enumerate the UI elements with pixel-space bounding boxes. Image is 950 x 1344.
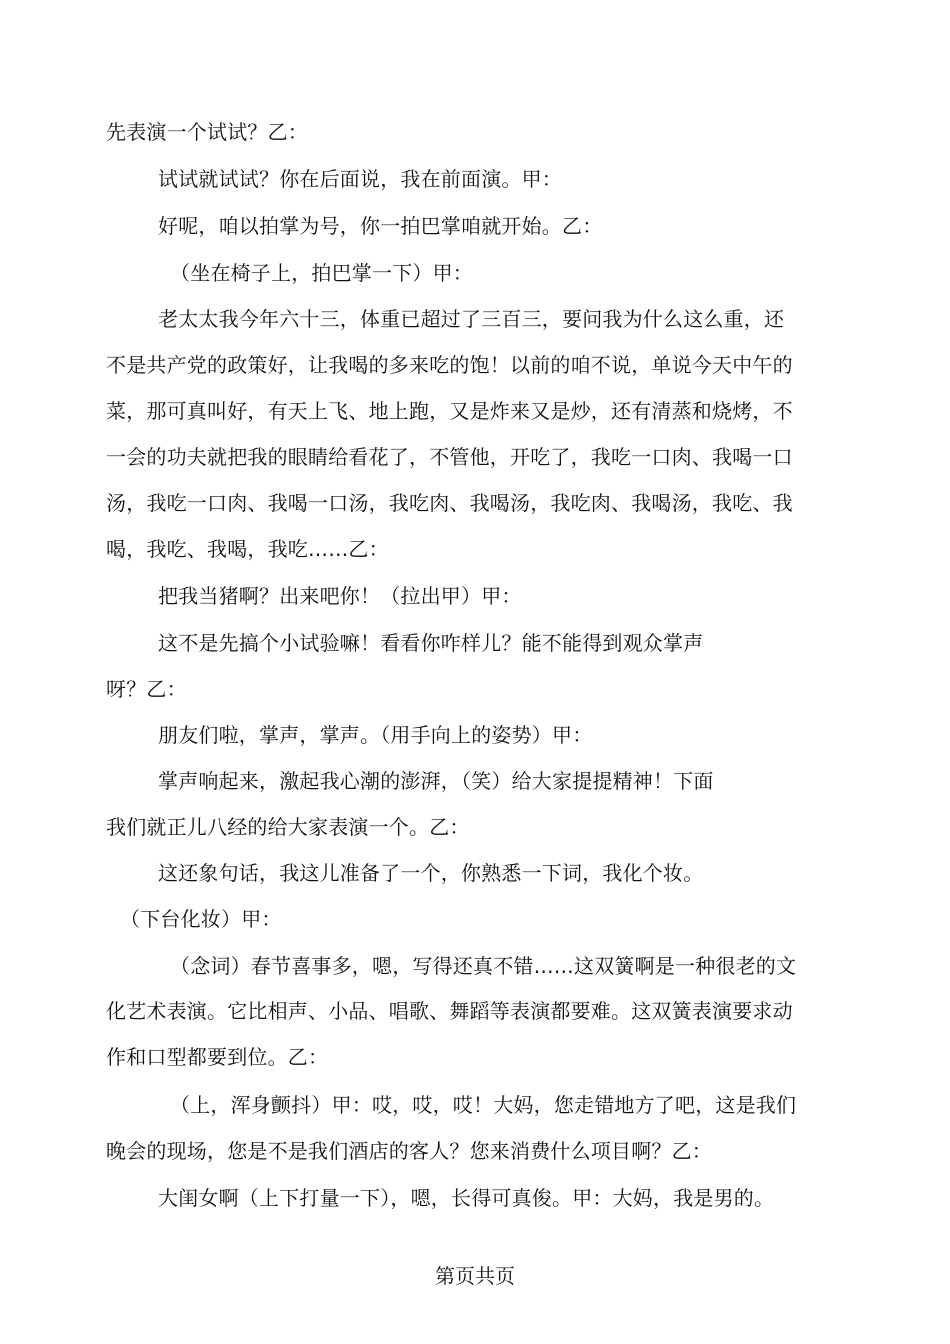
text-line: 大闺女啊（上下打量一下），嗯，长得可真俊。甲：大妈，我是男的。 <box>158 1186 775 1210</box>
text-line: 朋友们啦，掌声，掌声。（用手向上的姿势）甲： <box>158 723 593 747</box>
text-line: 喝，我吃、我喝，我吃……乙： <box>106 537 389 561</box>
text-line: 掌声响起来，激起我心潮的澎湃，（笑）给大家提提精神！下面 <box>158 769 714 793</box>
text-line: 不是共产党的政策好，让我喝的多来吃的饱！以前的咱不说，单说今天中午的 <box>106 353 793 377</box>
text-line: 化艺术表演。它比相声、小品、唱歌、舞蹈等表演都要难。这双簧表演要求动 <box>106 999 793 1023</box>
page-footer: 第页共页 <box>435 1264 515 1288</box>
text-line: 我们就正儿八经的给大家表演一个。乙： <box>106 815 470 839</box>
text-line: 这还象句话，我这儿准备了一个，你熟悉一下词，我化个妆。 <box>158 861 704 885</box>
text-line: 把我当猪啊？出来吧你！（拉出甲）甲： <box>158 584 522 608</box>
text-line: （上，浑身颤抖）甲：哎，哎，哎！大妈，您走错地方了吧，这是我们 <box>170 1093 797 1117</box>
text-line: （念词）春节喜事多，嗯，写得还真不错……这双簧啊是一种很老的文 <box>170 954 797 978</box>
text-line: 呀？乙： <box>106 677 187 701</box>
text-line: 晚会的现场，您是不是我们酒店的客人？您来消费什么项目啊？乙： <box>106 1139 712 1163</box>
text-line: 老太太我今年六十三，体重已超过了三百三，要问我为什么这么重，还 <box>158 307 785 331</box>
text-line: 菜，那可真叫好，有天上飞、地上跑，又是炸来又是炒，还有清蒸和烧烤，不 <box>106 399 793 423</box>
text-line: （坐在椅子上，拍巴掌一下）甲： <box>170 261 473 285</box>
text-line: （下台化妆）甲： <box>120 907 282 931</box>
text-line: 试试就试试？你在后面说，我在前面演。甲： <box>158 167 562 191</box>
text-line: 这不是先搞个小试验嘛！看看你咋样儿？能不能得到观众掌声 <box>158 631 704 655</box>
text-line: 一会的功夫就把我的眼睛给看花了，不管他，开吃了，我吃一口肉、我喝一口 <box>106 445 793 469</box>
text-line: 好呢，咱以拍掌为号，你一拍巴掌咱就开始。乙： <box>158 214 603 238</box>
text-line: 作和口型都要到位。乙： <box>106 1045 329 1069</box>
text-line: 汤，我吃一口肉、我喝一口汤，我吃肉、我喝汤，我吃肉、我喝汤，我吃、我 <box>106 491 793 515</box>
text-line: 先表演一个试试？乙： <box>106 120 308 144</box>
